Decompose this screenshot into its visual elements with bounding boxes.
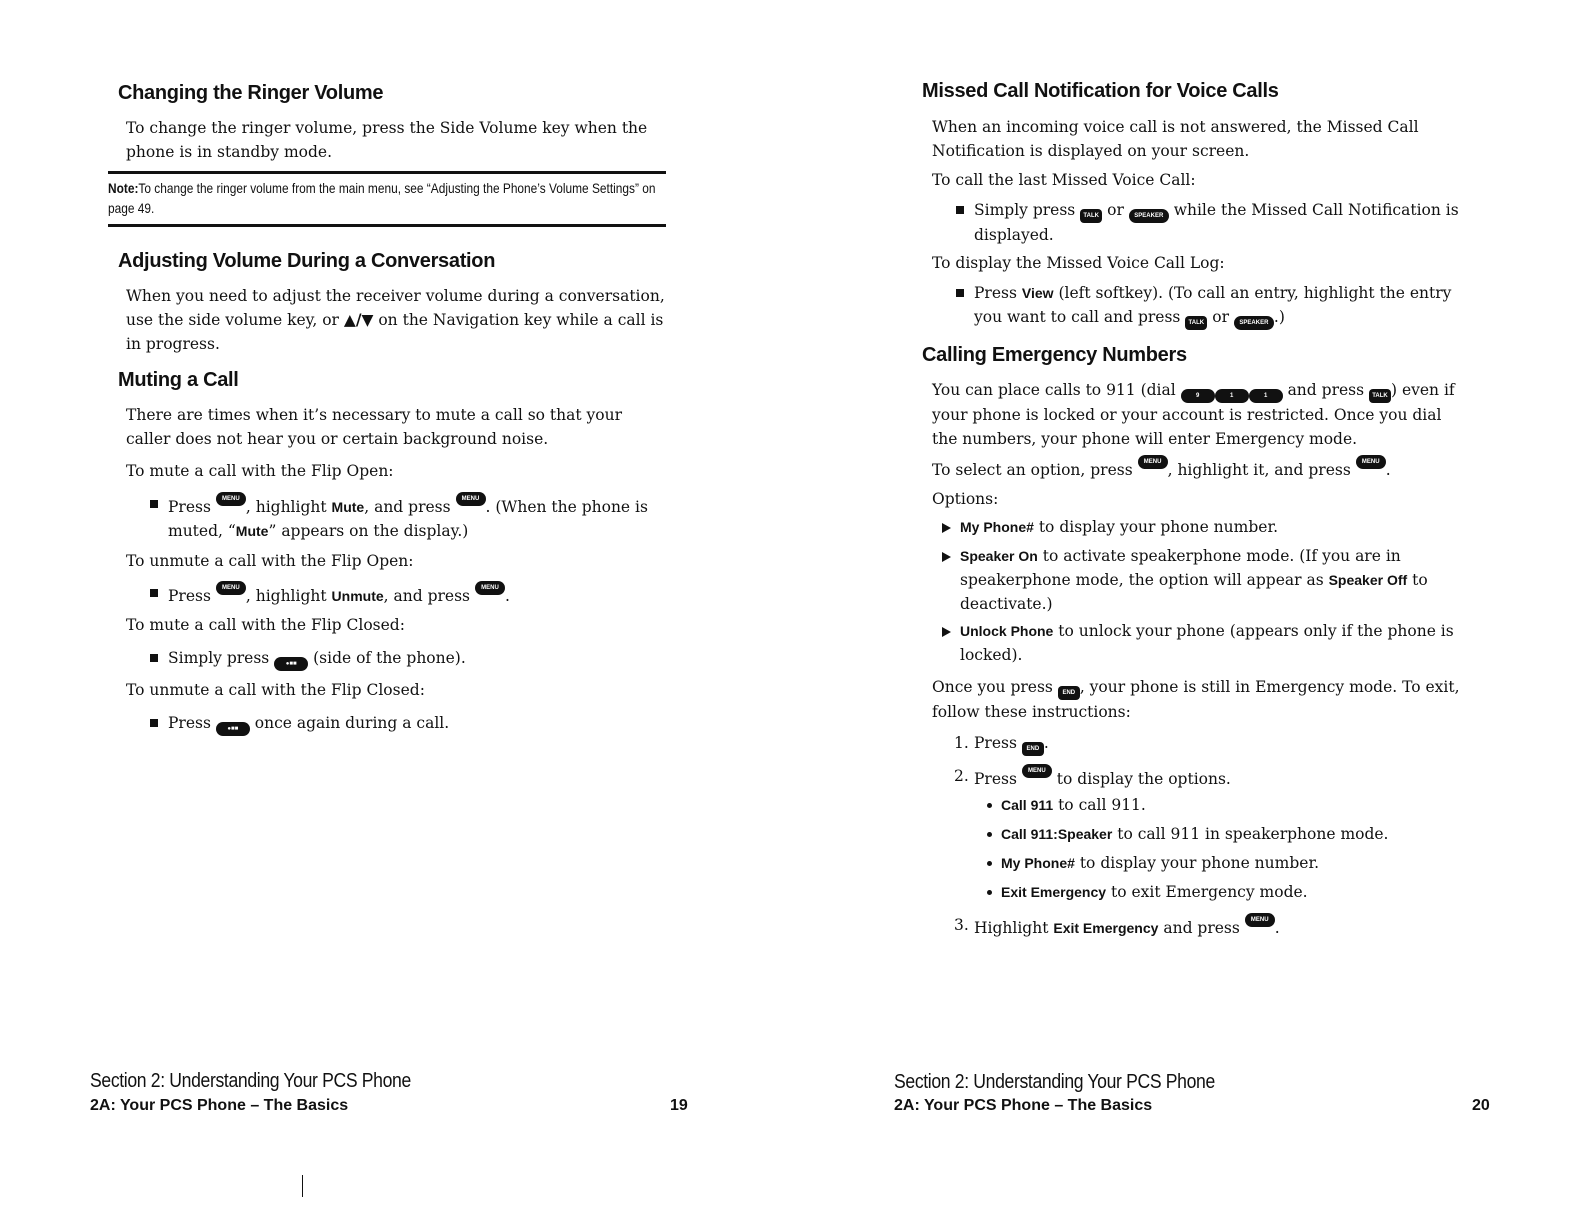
text-segment: to call 911 in speakerphone mode. [1112, 825, 1389, 843]
missed-call-text: When an incoming voice call is not answered, the Missed Call Notification is displayed on your screen. [932, 118, 1419, 160]
sub-list-item-text [1001, 793, 1467, 817]
list-item-text [960, 544, 1472, 616]
text-segment: to unlock your phone (appears only if the phone is locked). [960, 622, 1454, 664]
to-call-label: To call the last Missed Voice Call: [932, 171, 1196, 189]
list-item-text [168, 646, 670, 671]
side-key-icon: ●■■ [216, 722, 250, 736]
numbered-step [954, 731, 1474, 756]
list-item [956, 281, 1476, 330]
footer-section: Section 2: Understanding Your PCS Phone [90, 1070, 411, 1092]
sub-list-item [987, 851, 1467, 875]
page-number: 20 [1472, 1097, 1490, 1114]
muting-intro: There are times when it’s necessary to mute a call so that your caller does not hear you or certain background noise. [126, 406, 622, 448]
flip-closed-unmute-label: To unmute a call with the Flip Closed: [126, 681, 425, 699]
option-name: Call 911:Speaker [1001, 826, 1113, 842]
to-display-label: To display the Missed Voice Call Log: [932, 254, 1225, 272]
text-segment: Highlight [974, 919, 1054, 937]
page-number: 19 [670, 1097, 688, 1114]
flip-closed-mute-label: To mute a call with the Flip Closed: [126, 616, 405, 634]
bullet-arrow [942, 552, 951, 562]
options-label: Options: [932, 490, 999, 508]
end-key-icon: END [1058, 686, 1080, 700]
adjusting-volume-text [126, 284, 671, 356]
bullet-square [956, 206, 964, 214]
muting-heading: Muting a Call [118, 369, 239, 391]
numbered-step [954, 913, 1474, 940]
list-item [150, 581, 670, 608]
list-item-text [168, 711, 670, 736]
emergency-text [932, 378, 1462, 451]
text-segment: . [1385, 461, 1391, 479]
bullet-dot [987, 832, 992, 837]
text-segment: Press [974, 734, 1022, 752]
flip-open-unmute-label: To unmute a call with the Flip Open: [126, 552, 414, 570]
speaker-key-icon: SPEAKER [1234, 316, 1274, 330]
sub-list-item [987, 822, 1467, 846]
sub-list-item [987, 793, 1467, 817]
text-segment: to exit Emergency mode. [1106, 883, 1308, 901]
text-segment: to display your phone number. [1033, 518, 1279, 536]
speaker-key-icon: SPEAKER [1129, 209, 1169, 223]
step-text [974, 913, 1474, 940]
text-segment: to activate speakerphone mode. (If you are in speakerphone mode, the option will appear as [960, 547, 1401, 589]
footer-subsection: 2A: Your PCS Phone – The Basics [90, 1097, 349, 1114]
text-segment: Press [168, 714, 216, 732]
text-segment: , highlight it, and press [1167, 461, 1356, 479]
text-segment: Press [168, 587, 216, 605]
text-segment: or [1207, 308, 1234, 326]
select-option-text [932, 455, 1472, 482]
note-text [108, 178, 661, 218]
list-item-text [960, 515, 1472, 539]
view-softkey-label: View [1021, 285, 1054, 301]
text-segment: Press [974, 284, 1022, 302]
list-item-text [168, 492, 670, 543]
unmute-option: Unmute [331, 588, 384, 604]
end-key-icon: END [1022, 742, 1044, 756]
text-segment: to display your phone number. [1074, 854, 1320, 872]
note-body: To change the ringer volume from the main menu, see “Adjusting the Phone’s Volume Settings” on page 49. [108, 180, 656, 216]
text-segment: , highlight [245, 498, 332, 516]
step-text [974, 764, 1474, 791]
text-segment: to display the options. [1051, 770, 1231, 788]
step-number: 1. [954, 734, 969, 752]
crop-mark [302, 1175, 303, 1197]
text-segment: . [1043, 734, 1049, 752]
note-bottom-rule [108, 224, 666, 227]
text-segment: to deactivate.) [960, 571, 1428, 613]
list-item-text [974, 281, 1476, 330]
option-name: Call 911 [1001, 797, 1054, 813]
note-label: Note: [108, 180, 139, 196]
text-segment: and press [1282, 381, 1369, 399]
emergency-heading: Calling Emergency Numbers [922, 344, 1187, 366]
list-item-text [168, 581, 670, 608]
bullet-square [150, 719, 158, 727]
side-key-icon: ●■■ [274, 657, 308, 671]
text-segment: ” appears on the display.) [268, 522, 469, 540]
text-segment: Once you press [932, 678, 1058, 696]
adjusting-text-part1: When you need to adjust the receiver volume during a conversation, use the side volume key, or [126, 287, 665, 329]
key-1-icon: 1 [1215, 389, 1249, 403]
option-name: Exit Emergency [1001, 884, 1107, 900]
text-segment: and press [1158, 919, 1245, 937]
list-item [956, 198, 1476, 247]
footer-section: Section 2: Understanding Your PCS Phone [894, 1071, 1215, 1093]
list-item-text [960, 619, 1472, 667]
sub-list-item-text [1001, 822, 1467, 846]
bullet-dot [987, 803, 992, 808]
bullet-arrow [942, 627, 951, 637]
menu-ok-key-icon: MENU OK [456, 492, 486, 506]
step-text [974, 731, 1474, 756]
text-segment: , and press [383, 587, 475, 605]
option-name: Speaker On [960, 548, 1038, 564]
option-name: Unlock Phone [960, 623, 1054, 639]
key-9-icon: 9 [1181, 389, 1215, 403]
list-item-text [974, 198, 1476, 247]
bullet-square [150, 654, 158, 662]
text-segment: (side of the phone). [308, 649, 466, 667]
ringer-volume-text: To change the ringer volume, press the Side Volume key when the phone is in standby mode. [126, 119, 648, 161]
numbered-step [954, 764, 1474, 791]
text-segment: .) [1273, 308, 1285, 326]
list-item [150, 711, 670, 736]
text-segment: Simply press [168, 649, 275, 667]
talk-key-icon: TALK [1185, 316, 1207, 330]
menu-ok-key-icon: MENU OK [1356, 455, 1386, 469]
menu-ok-key-icon: MENU OK [1022, 764, 1052, 778]
menu-ok-key-icon: MENU OK [475, 581, 505, 595]
sub-list-item-text [1001, 880, 1467, 904]
text-segment: once again during a call. [249, 714, 450, 732]
mute-display-text: Mute [235, 523, 269, 539]
list-item [942, 515, 1472, 539]
step-number: 3. [954, 916, 969, 934]
up-down-arrows: ▲/▼ [343, 310, 374, 329]
list-item [150, 492, 670, 543]
bullet-arrow [942, 523, 951, 533]
text-segment: (left softkey). (To call an entry, highlight the entry you want to call and press [974, 284, 1452, 326]
note-top-rule [108, 171, 666, 174]
text-segment: . [1274, 919, 1280, 937]
once-you-press-text [932, 675, 1472, 724]
bullet-square [150, 500, 158, 508]
text-segment: Simply press [974, 201, 1081, 219]
menu-ok-key-icon: MENU OK [1245, 913, 1275, 927]
text-segment: To select an option, press [932, 461, 1138, 479]
text-segment: You can place calls to 911 (dial [932, 381, 1181, 399]
list-item [942, 544, 1472, 616]
option-name: My Phone# [1001, 855, 1075, 871]
text-segment: , and press [364, 498, 456, 516]
mute-option: Mute [331, 499, 365, 515]
text-segment: or [1102, 201, 1129, 219]
step-number: 2. [954, 767, 969, 785]
list-item [150, 646, 670, 671]
adjusting-volume-heading: Adjusting Volume During a Conversation [118, 250, 496, 272]
text-segment: to call 911. [1053, 796, 1146, 814]
sub-list-item-text [1001, 851, 1467, 875]
text-segment: Press [168, 498, 216, 516]
list-item [942, 619, 1472, 667]
flip-open-mute-label: To mute a call with the Flip Open: [126, 462, 394, 480]
missed-call-heading: Missed Call Notification for Voice Calls [922, 80, 1279, 102]
text-segment: , highlight [245, 587, 332, 605]
text-segment: Press [974, 770, 1022, 788]
sub-list-item [987, 880, 1467, 904]
text-segment: ) even if your phone is locked or your account is restricted. Once you dial the numbers, your phone will enter Emergency mode. [932, 381, 1455, 448]
bullet-dot [987, 890, 992, 895]
option-name: Speaker Off [1328, 572, 1408, 588]
option-name: My Phone# [960, 519, 1034, 535]
text-segment: . [504, 587, 510, 605]
adjusting-text-part2: on the Navigation key while a call is in progress. [126, 311, 664, 353]
talk-key-icon: TALK [1369, 389, 1391, 403]
bullet-square [150, 589, 158, 597]
text-segment: , your phone is still in Emergency mode. To exit, follow these instructions: [932, 678, 1460, 721]
text-segment: . (When the phone is muted, “ [168, 498, 648, 540]
text-segment: while the Missed Call Notification is displayed. [974, 201, 1459, 244]
option-name: Exit Emergency [1053, 920, 1159, 936]
bullet-square [956, 289, 964, 297]
menu-ok-key-icon: MENU OK [216, 492, 246, 506]
key-1-icon: 1 [1249, 389, 1283, 403]
bullet-dot [987, 861, 992, 866]
menu-ok-key-icon: MENU OK [1138, 455, 1168, 469]
menu-ok-key-icon: MENU OK [216, 581, 246, 595]
right-page [792, 0, 1584, 1224]
footer-subsection: 2A: Your PCS Phone – The Basics [894, 1097, 1153, 1114]
ringer-volume-heading: Changing the Ringer Volume [118, 82, 384, 104]
talk-key-icon: TALK [1080, 209, 1102, 223]
